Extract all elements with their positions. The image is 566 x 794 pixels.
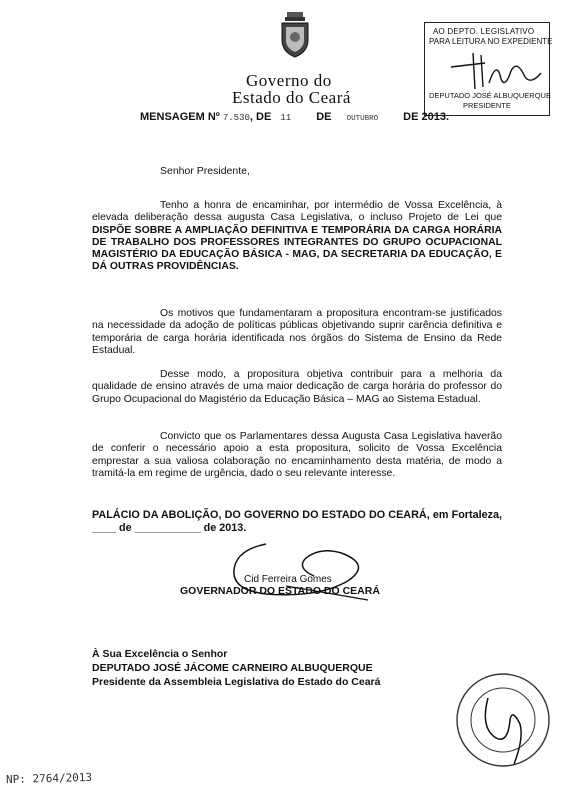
state-coat-of-arms-icon xyxy=(278,12,312,58)
paragraph-4-text: Convicto que os Parlamentares dessa Augusta Casa Legislativa haverão de conferir o necessário apoio a esta propositura, solicito de Vossa Excelência emprestar a sua valiosa colaboração no encaminhamento desta matéria, de modo a tramitá-la em regime de urgência, dado o seu relevante interesse. xyxy=(92,431,502,479)
stamp-line1: AO DEPTO. LEGISLATIVO xyxy=(433,27,535,36)
stamp-line2: PARA LEITURA NO EXPEDIENTE xyxy=(429,37,553,46)
message-number: 7.530 xyxy=(222,113,250,123)
letterhead-line2: Estado do Ceará xyxy=(232,88,351,107)
message-year: DE 2013. xyxy=(403,111,450,123)
message-header xyxy=(140,111,449,123)
paragraph-3 xyxy=(92,369,502,406)
message-label: MENSAGEM Nº xyxy=(140,111,220,123)
stamp-line4: PRESIDENTE xyxy=(463,101,511,110)
signer-title: GOVERNADOR DO ESTADO DO CEARÁ xyxy=(180,585,380,597)
paragraph-2-text: Os motivos que fundamentaram a propositura encontram-se justificados na necessidade da adoção de políticas públicas objetivando suprir carência definitiva e temporária de carga horária identificada nos órgãos do Sistema de Ensino da Rede Estadual. xyxy=(92,308,502,356)
signer-name: Cid Ferreira Gomes xyxy=(244,574,332,585)
addressee-line1: À Sua Excelência o Senhor xyxy=(92,648,228,660)
message-de2: DE xyxy=(316,111,332,123)
message-de1: , DE xyxy=(249,111,272,123)
paragraph-2 xyxy=(92,308,502,357)
paragraph-3-text: Desse modo, a propositura objetiva contribuir para a melhoria da qualidade de ensino através de uma maior dedicação de carga horária do professor do Grupo Ocupacional do Magistério da Educação Básica – MAG ao Sistema Estadual. xyxy=(92,369,502,405)
paragraph-1 xyxy=(92,200,502,274)
receipt-round-stamp xyxy=(450,668,556,772)
paragraph-1-text: Tenho a honra de encaminhar, por intermédio de Vossa Excelência, à elevada deliberação dessa augusta Casa Legislativa, o incluso Projeto de Lei que xyxy=(92,200,502,224)
salutation: Senhor Presidente, xyxy=(160,165,250,177)
stamp-signature-scribble xyxy=(445,49,545,91)
handwritten-protocol-note: NP: 2764/2013 xyxy=(5,770,93,787)
message-month: OUTUBRO xyxy=(346,115,379,123)
addressee-line2: DEPUTADO JOSÉ JÁCOME CARNEIRO ALBUQUERQUE xyxy=(92,662,373,674)
paragraph-4 xyxy=(92,431,502,480)
paragraph-1-subject: DISPÕE SOBRE A AMPLIAÇÃO DEFINITIVA E TEMPORÁRIA DA CARGA HORÁRIA DE TRABALHO DOS PROFESSORES INTEGRANTES DO GRUPO OCUPACIONAL MAGISTÉRIO DA EDUCAÇÃO BÁSICA - MAG, DA SECRETARIA DA EDUCAÇÃO, E DÁ OUTRAS PROVIDÊNCIAS. xyxy=(92,224,502,273)
letterhead-line1: Governo do xyxy=(246,71,332,90)
closing-line: PALÁCIO DA ABOLIÇÃO, DO GOVERNO DO ESTADO DO CEARÁ, em Fortaleza, ____ de ___________ de 2013. xyxy=(92,509,502,534)
reading-stamp xyxy=(424,22,553,116)
stamp-line3: DEPUTADO JOSÉ ALBUQUERQUE xyxy=(429,91,551,100)
addressee-line3: Presidente da Assembleia Legislativa do Estado do Ceará xyxy=(92,676,381,688)
message-day: 11 xyxy=(280,113,292,123)
